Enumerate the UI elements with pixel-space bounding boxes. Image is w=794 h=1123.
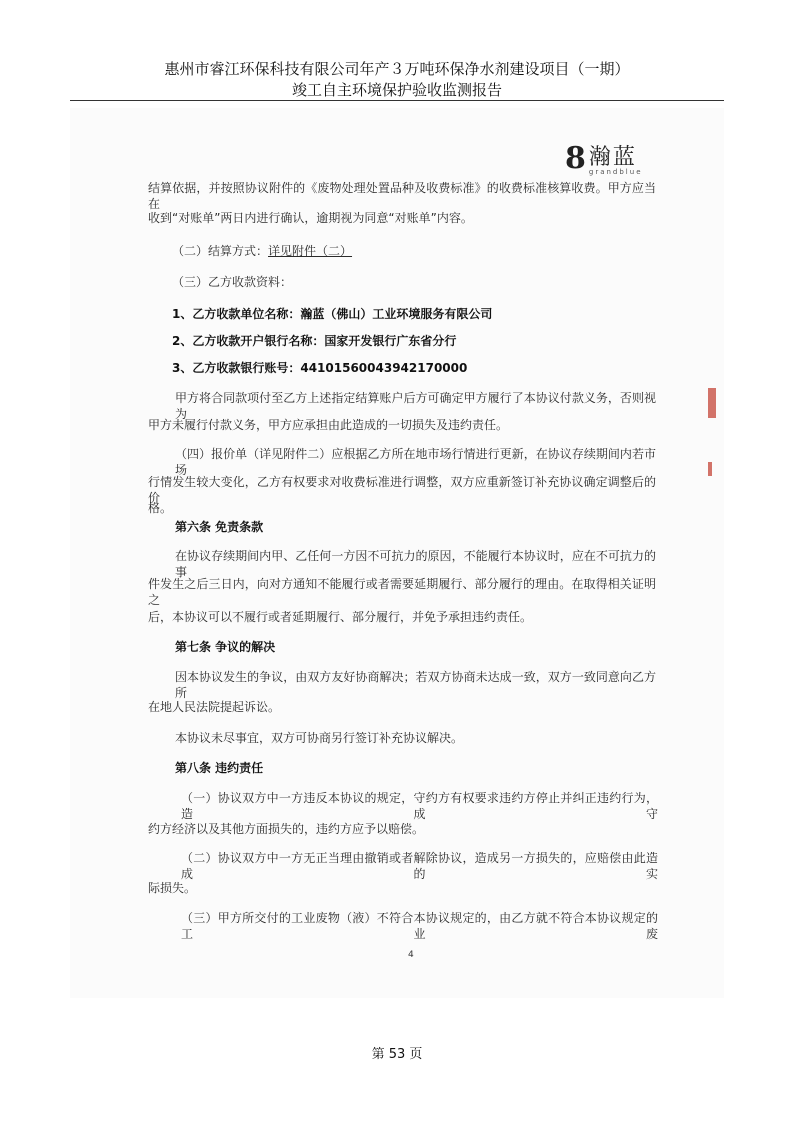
body-line: 本协议未尽事宜，双方可协商另行签订补充协议解决。 [175, 731, 464, 745]
header-rule [70, 100, 724, 101]
body-line: （四）报价单（详见附件二）应根据乙方所在地市场行情进行更新，在协议存续期间内若市场 [175, 447, 656, 477]
page-footer: 第 53 页 [371, 1047, 423, 1062]
body-line: 约方经济以及其他方面损失的，违约方应予以赔偿。 [148, 822, 425, 836]
body-line [172, 243, 680, 259]
body-line: 收到“对账单”两日内进行确认，逾期视为同意“对账单”内容。 [148, 211, 473, 225]
logo-en: grandblue [588, 168, 643, 176]
body-line: 在地人民法院提起诉讼。 [148, 700, 281, 714]
body-line: 因本协议发生的争议，由双方友好协商解决；若双方协商未达成一致，双方一致同意向乙方所 [175, 670, 656, 700]
header-title-line2: 竣工自主环境保护验收监测报告 [291, 81, 502, 99]
body-line: 2、乙方收款开户银行名称：国家开发银行广东省分行 [172, 334, 457, 348]
body-line: 行情发生较大变化，乙方有权要求对收费标准进行调整，双方应重新签订补充协议确定调整后的价 [148, 475, 656, 505]
section-heading: 第六条 免责条款 [175, 520, 264, 534]
scan-page-number: 4 [408, 950, 414, 960]
body-line: 件发生之后三日内，向对方通知不能履行或者需要延期履行、部分履行的理由。在取得相关证明之 [148, 577, 656, 607]
body-line: 1、乙方收款单位名称：瀚蓝（佛山）工业环境服务有限公司 [172, 307, 493, 321]
seal-mark [708, 462, 712, 476]
body-line: 结算依据，并按照协议附件的《废物处理处置品种及收费标准》的收费标准核算收费。甲方应当在 [148, 181, 656, 211]
body-line: 后，本协议可以不履行或者延期履行、部分履行，并免予承担违约责任。 [148, 610, 533, 624]
grandblue-logo [565, 140, 643, 176]
body-line: 际损失。 [148, 881, 197, 895]
settlement-label: （二）结算方式： [172, 244, 269, 258]
body-line: （三）乙方收款资料： [172, 275, 293, 289]
section-heading: 第七条 争议的解决 [175, 640, 276, 654]
logo-mark-icon: 8 [565, 140, 586, 176]
section-heading: 第八条 违约责任 [175, 761, 264, 775]
body-line: 在协议存续期间内甲、乙任何一方因不可抗力的原因，不能履行本协议时，应在不可抗力的事 [175, 549, 656, 579]
seal-mark [708, 388, 716, 418]
settlement-value: 详见附件（二） [268, 244, 353, 258]
body-line: （二）协议双方中一方无正当理由撤销或者解除协议，造成另一方损失的，应赔偿由此造成的实 [181, 851, 658, 881]
body-line: （一）协议双方中一方违反本协议的规定，守约方有权要求违约方停止并纠正违约行为，造成守 [181, 791, 658, 821]
body-line: 甲方将合同款项付至乙方上述指定结算账户后方可确定甲方履行了本协议付款义务，否则视为 [175, 391, 656, 421]
body-line: （三）甲方所交付的工业废物（液）不符合本协议规定的，由乙方就不符合本协议规定的工业废 [181, 911, 658, 941]
header-title-line1: 惠州市睿江环保科技有限公司年产３万吨环保净水剂建设项目（一期） [164, 60, 630, 78]
body-line: 格。 [148, 501, 173, 515]
logo-cn: 瀚蓝 [588, 145, 637, 170]
body-line: 3、乙方收款银行账号：44101560043942170000 [172, 361, 468, 375]
body-line: 甲方未履行付款义务，甲方应承担由此造成的一切损失及违约责任。 [148, 418, 509, 432]
